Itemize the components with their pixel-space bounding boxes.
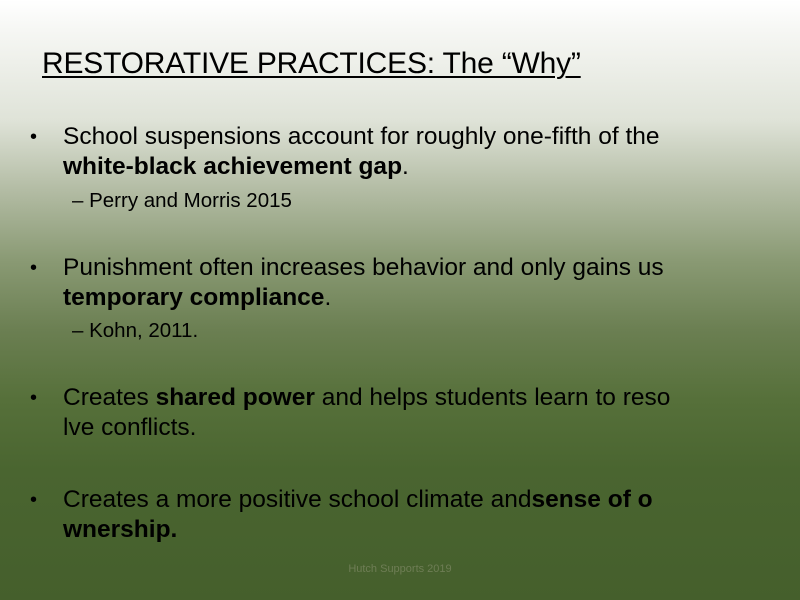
bullet-text (63, 253, 780, 313)
bullet-text-line: Punishment often increases behavior and only gains us (63, 254, 664, 281)
bullet-text-line2: lve conflicts. (63, 414, 197, 441)
bullet-item-shared-power (30, 383, 780, 443)
bullet-text-line: School suspensions account for roughly one-fifth of the (63, 123, 660, 150)
bullet-text-punct: . (402, 153, 409, 180)
bullet-emphasis: white-black achievement gap (63, 153, 403, 180)
citation-kohn: – Kohn, 2011. (72, 319, 199, 342)
bullet-text-punct: . (324, 284, 332, 311)
bullet-text (63, 122, 780, 182)
bullet-text-pre: Creates (63, 384, 156, 411)
bullet-text-post: and helps students learn to reso (314, 384, 671, 411)
bullet-text (63, 383, 780, 443)
bullet-emphasis-line2: wnership. (63, 516, 178, 543)
slide-title-text: RESTORATIVE PRACTICES: The “Why” (42, 47, 581, 80)
bullet-dot: • (30, 126, 38, 148)
bullet-emphasis: shared power (155, 384, 315, 411)
bullet-dot: • (30, 489, 38, 511)
bullet-text (63, 485, 780, 545)
slide-title (42, 46, 752, 82)
bullet-item-punishment (30, 253, 780, 313)
slide-footer: Hutch Supports 2019 (348, 563, 452, 575)
bullet-emphasis: sense of o (531, 486, 653, 513)
bullet-item-school-climate (30, 485, 780, 545)
bullet-item-suspensions (30, 122, 780, 182)
bullet-dot: • (30, 387, 38, 409)
bullet-emphasis: temporary compliance (63, 284, 325, 311)
bullet-text-pre: Creates a more positive school climate and (63, 486, 532, 513)
citation-perry-morris: – Perry and Morris 2015 (72, 189, 292, 212)
bullet-dot: • (30, 257, 38, 279)
